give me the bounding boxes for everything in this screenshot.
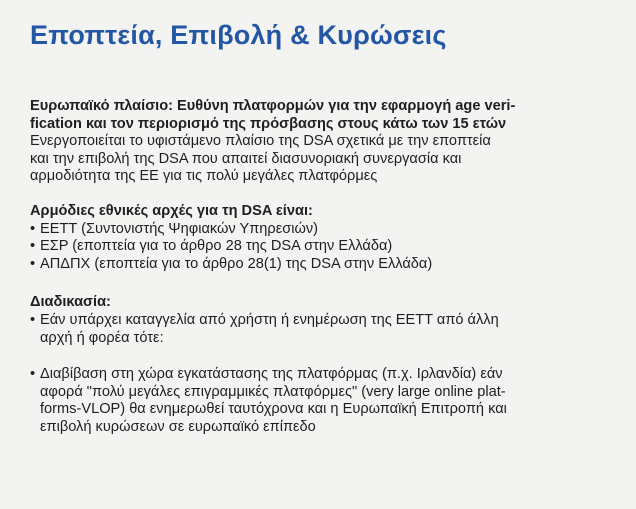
- list-item-continuation: επιβολή κυρώσεων σε ευρωπαϊκό επίπεδο: [40, 418, 316, 435]
- section-national-authorities: [30, 203, 622, 273]
- section-heading-line: Ευρωπαϊκό πλαίσιο: Ευθύνη πλατφορμών για την εφαρμογή age veri-: [30, 98, 516, 114]
- paragraph-line: Ενεργοποιείται το υφιστάμενο πλαίσιο της DSA σχετικά με την εποπτεία: [30, 133, 491, 150]
- list-item-text: Διαβίβαση στη χώρα εγκατάστασης της πλατφόρμας (π.χ. Ιρλανδία) εάν: [40, 366, 503, 383]
- list-item-continuation: forms-VLOP) θα ενημερωθεί ταυτόχρονα και η Ευρωπαϊκή Επιτροπή και: [40, 401, 507, 418]
- list-item: [30, 238, 622, 256]
- bullet-marker: •: [30, 311, 36, 328]
- section-european-framework: [30, 98, 622, 186]
- list-item-text: Εάν υπάρχει καταγγελία από χρήστη ή ενημέρωση της ΕΕΤΤ από άλλη: [40, 311, 499, 328]
- paragraph-line: αρμοδιότητα της ΕΕ για τις πολύ μεγάλες πλατφόρμες: [30, 168, 378, 185]
- list-item: [30, 312, 622, 330]
- section-heading: Διαδικασία:: [30, 294, 111, 311]
- list-item: [30, 256, 622, 274]
- list-item-text: ΕΣΡ (εποπτεία για το άρθρο 28 της DSA στην Ελλάδα): [40, 238, 393, 255]
- list-item: [30, 366, 622, 384]
- list-item-continuation: αρχή ή φορέα τότε:: [40, 329, 164, 346]
- list-item-text: ΑΠΔΠΧ (εποπτεία για το άρθρο 28(1) της DSA στην Ελλάδα): [40, 255, 433, 272]
- list-item-continuation: αφορά "πολύ μεγάλες επιγραμμικές πλατφόρμες" (very large online plat-: [40, 383, 506, 400]
- list-item-text: ΕΕΤΤ (Συντονιστής Ψηφιακών Υπηρεσιών): [40, 220, 319, 237]
- slide-title: Εποπτεία, Επιβολή & Κυρώσεις: [30, 20, 447, 50]
- slide-body: [30, 98, 622, 437]
- bullet-marker: •: [30, 366, 36, 383]
- section-heading-line: fication και τον περιορισμό της πρόσβασης στους κάτω των 15 ετών: [30, 115, 507, 132]
- paragraph-line: και την επιβολή της DSA που απαιτεί διασυνοριακή συνεργασία και: [30, 150, 462, 167]
- section-heading: Αρμόδιες εθνικές αρχές για τη DSA είναι:: [30, 202, 313, 219]
- section-procedure: [30, 294, 622, 436]
- bullet-marker: •: [30, 255, 36, 272]
- bullet-marker: •: [30, 238, 36, 255]
- list-item: [30, 221, 622, 239]
- bullet-marker: •: [30, 220, 36, 237]
